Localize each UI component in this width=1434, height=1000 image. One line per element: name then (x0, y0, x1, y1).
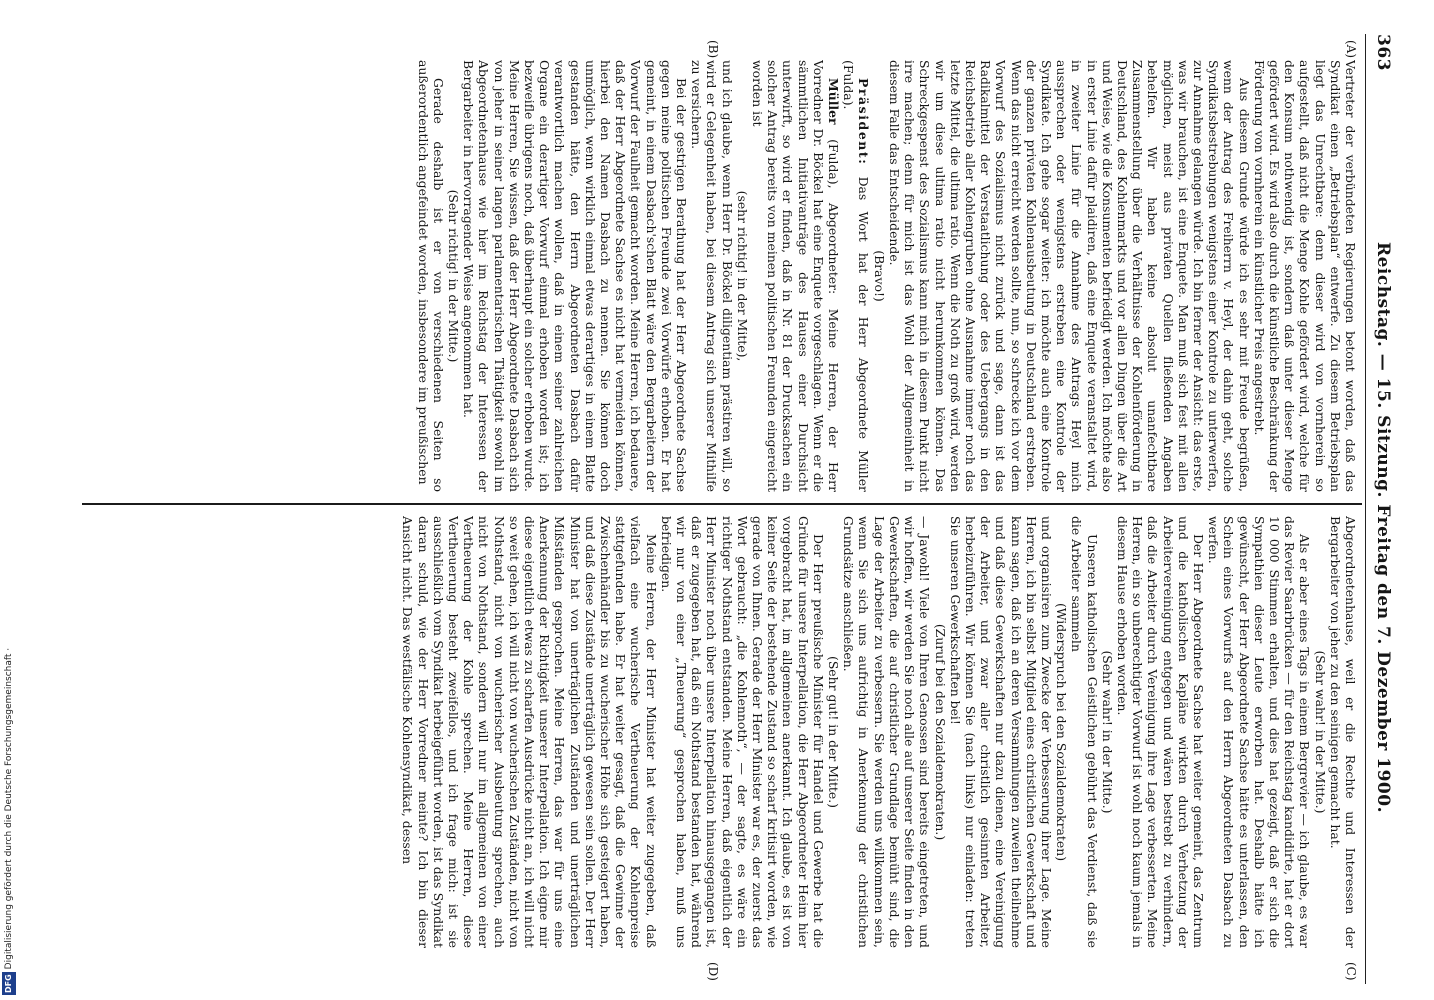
paragraph: Meine Herren, der Herr Minister hat weiter zugegeben, daß vielfach eine wucherische Vertheuerung der Kohlenpreise stattgefunden habe. Er hat weiter gesagt, daß die Gewinne der Zwischenhändler bis zu wucherischer Höhe sich gesteigert haben, und daß diese Zustände unerträglich gewesen sein sollen. Der Herr Minister hat von unerträglichen Zuständen und unerträglichen Mißständen gesprochen. Meine Herren, das war für uns eine Anerkennung der Richtigkeit unserer Interpellation. Ich eigne mir diese eigentlich etwas zu scharfen Ausdrücke nicht an, ich will nicht so weit gehen, ich will nicht von wucherischen Zuständen, nicht von Nothstand, nicht von wucherischer Ausbeutung sprechen, auch nicht von Nothstand, sondern will nur im allgemeinen von einer Vertheuerung der Kohle sprechen. Meine Herren, diese Vertheuerung besteht zweifellos, und ich frage mich: ist sie ausschließlich vom Syndikat herbeigeführt worden, ist das Syndikat daran schuld, wie der Herr Vorredner meinte? Ich bin dieser Ansicht nicht. Das westfälische Kohlensyndikat, dessen (400, 516, 659, 948)
interjection: (Zuruf bei den Sozialdemokraten.) (932, 623, 948, 841)
paragraph: Abgeordnetenhause, weil er die Rechte und Interessen der Bergarbeiter von jeher zu den seinigen gemacht hat. (1327, 516, 1358, 948)
speaker-paragraph (841, 60, 871, 492)
paragraph: und ich glaube, wenn Herr Dr. Böckel diligentiam prästiren will, so wird er Gelegenheit haben, bei diesem Antrag sich unserer Mithilfe zu versichern. (689, 60, 735, 492)
page-number: 363 (1373, 34, 1393, 71)
speaker-text: Das Wort hat der Herr Abgeordnete Müller (Fulda). (841, 60, 872, 492)
paragraph: und organisiren zum Zwecke der Verbesserung ihrer Lage. Meine Herren, ich bin selbst Mitglied eines christlichen Gewerkschaft und kann sagen, daß ich an deren Versammlungen zuweilen theilnehme und daß diese Gewerkschaften nur dazu dienen, eine Vereinigung der Arbeiter, und zwar aller christlich gesinnten Arbeiter, herbeizuführen. Wir können Sie (nach links) nur einladen: treten Sie unseren Gewerkschaften bei! (947, 516, 1054, 948)
interjection: (Widerspruch bei den Sozialdemokraten) (1054, 602, 1070, 862)
paragraph: — Jawohl! Viele von Ihren Genossen sind bereits eingetreten, und wir hoffen, wir werden Sie noch alle auf unserer Seite finden in den Gewerkschaften, die auf christlicher Grundlage bemüht sind, die Lage der Arbeiter zu verbessern. Sie werden uns willkommen sein, wenn Sie sich uns aufrichtig in Anerkennung der christlichen Grundsätze anschließen. (841, 516, 933, 948)
interjection: (Sehr richtig! in der Mitte.) (446, 189, 462, 363)
paragraph: Vertreter der verbündeten Regierungen betont worden, daß das Syndikat einen „Betriebsplan“ entwerfe. Zu diesem Betriebsplan liegt das Unrechtbare: denn dieser wird von vornherein so aufgestellt, daß nicht die Menge Kohle gefördert wird, welche für den Konsum nothwendig ist, sondern daß unter dieser Menge gefördert wird. Es wird also durch die künstliche Beschränkung der Förderung von vornherein ein künstlicher Preis angestrebt. (1251, 60, 1358, 492)
paragraph: Gerade deshalb ist er von verschiedenen Seiten so außerordentlich angefeindet worden, insbesondere im preußischen (415, 60, 446, 492)
interjection: (Sehr gut! in der Mitte.) (826, 655, 842, 809)
rotated-document-page (70, 0, 1400, 1000)
interjection: (Bravo!) (871, 250, 887, 302)
dfg-logo: DFG (2, 972, 16, 995)
paragraph: Bei der gestrigen Berathung hat der Herr Abgeordnete Sachse gegen meine politischen Freunde zwei Vorwürfe erhoben. Er hat gemeint, in einem Dasbach'schen Blatt wäre den Bergarbeitern der Vorwurf der Faulheit gemacht worden. Meine Herren, ich bedauere, daß der Herr Abgeordnete Sachse es nicht hat vermeiden können, hierbei den Namen Dasbach zu nennen. Sie können doch unmöglich, wenn wirklich einmal etwas derartiges in einem Blatte gestanden hätte, den Herrn Abgeordneten Dasbach dafür verantwortlich machen wollen, daß in einem seiner zahlreichen Organe ein derartiger Vorwurf einmal erhoben worden ist; ich bezweifle übrigens noch, daß überhaupt ein solcher erhoben wurde. Meine Herren, Sie wissen, daß der Herr Abgeordnete Dasbach sich von jeher in seiner langen parlamentarischen Thätigkeit sowohl im Abgeordnetenhause wie hier im Reichstag der Interessen der Bergarbeiter in hervorragender Weise angenommen hat. (461, 60, 690, 492)
speaker-text: (Fulda), Abgeordneter: Meine Herren, der Herr Vorredner Dr. Böckel hat eine Enquete vorgeschlagen. Wenn er die sämmtlichen Initiativanträge des Hauses einer Durchsicht unterwirft, so wird er finden, daß in Nr. 81 der Drucksachen ein solcher Antrag bereits von meinen politischen Freunden eingereicht worden ist (750, 60, 842, 492)
margin-marker-c: (C) (1344, 962, 1358, 981)
interjection: (Sehr wahr! in der Mitte.) (1099, 650, 1115, 814)
margin-marker-a: (A) (1344, 40, 1358, 59)
paragraph: Unseren katholischen Geistlichen gebührt das Verdienst, daß sie die Arbeiter sammeln (1069, 516, 1100, 948)
credit-text: Digitalisierung gefördert durch die Deutsche Forschungsgemeinschaft · (4, 647, 14, 970)
digitization-credit (2, 600, 16, 995)
speaker-name: Präsident: (856, 78, 872, 166)
margin-marker-b: (B) (706, 40, 720, 59)
running-header (1370, 34, 1396, 984)
header-title: Reichstag. — 15. Sitzung. Freitag den 7. Dezember 1900. (1373, 241, 1393, 814)
speaker-name: Müller (826, 78, 842, 125)
paragraph: Als er aber eines Tags in einem Bergrevier — ich glaube, es war das Revier Saarbrücken — für den Reichstag kandidirte, hat er dort 10 000 Stimmen erhalten, und dies hat gezeigt, daß er sich die Sympathien dieser Leute erworben hat. Deshalb hätte ich gewünscht, der Herr Abgeordnete Sachse hätte es unterlassen, den Schein eines Vorwurfs auf den Herrn Abgeordneten Dasbach zu werfen. (1206, 516, 1313, 948)
left-column (78, 60, 1358, 492)
interjection: (Sehr wahr! in der Mitte.) (1312, 650, 1328, 814)
paragraph: Der Herr preußische Minister für Handel und Gewerbe hat die Gründe für unsere Interpellation, die Herr Abgeordneter Heim hier vorgebracht hat, im allgemeinen anerkannt. Ich glaube, es ist von keiner Seite der bestehende Zustand so scharf kritisirt worden, wie gerade von Ihnen. Gerade der Herr Minister war es, der zuerst das Wort gebraucht: „die Kohlennoth“, — der sagte, es wäre ein richtiger Nothstand entstanden. Meine Herren, daß eigentlich der Herr Minister noch über unsere Interpellation hinausgegangen ist, daß er zugegeben hat, daß ein Nothstand bestanden hat, während wir nur von einer „Theuerung“ gesprochen haben, muß uns befriedigen. (658, 516, 826, 948)
right-column (78, 516, 1358, 948)
column-divider (82, 503, 1362, 505)
margin-marker-d: (D) (706, 962, 720, 981)
paragraph: Aus diesem Grunde würde ich es sehr mit Freude begrüßen, wenn der Antrag des Freiherrn v. Heyl, der dahin geht, solche Syndikatsbestrebungen wenigstens einer Kontrole zu unterwerfen, zur Annahme gelangen würde. Ich bin ferner der Ansicht: das erste, was wir brauchen, ist eine Enquete. Man muß sich fest mit allen möglichen, meist aus privaten Quellen fließenden Angaben behelfen. Wir haben keine absolut unanfechtbare Zusammenstellung über die Verhältnisse der Kohlenförderung in Deutschland, des Kohlenmarkts und vor allen Dingen über die Art und Weise, wie die Konsumenten befriedigt werden. Ich möchte also in erster Linie dafür plaidiren, daß eine Enquete veranstaltet wird, in zweiter Linie für die Annahme des Antrags Heyl mich aussprechen oder wenigstens erstreben eine Kontrole der Syndikate. Ich gehe sogar weiter: ich möchte auch eine Kontrole der ganzen privaten Kohlenausbeutung in Deutschland erstreben. Wenn das nicht erreicht werden sollte, nun, so schrecke ich vor dem Vorwurf des Sozialismus nicht zurück und sage, dann ist das Radikalmittel der Verstaatlichung oder des Uebergangs in den Reichsbetrieb aller Kohlengruben ohne Ausnahme immer noch das letzte Mittel, die ultima ratio. Wenn die Noth zu groß wird, werden wir um diese ultima ratio nicht herumkommen können. Das Schreckgespenst des Sozialismus kann mich in diesem Punkt nicht irre machen; denn für mich ist das Wohl der Allgemeinheit in diesem Falle das Entscheidende. (886, 60, 1252, 492)
paragraph: Der Herr Abgeordnete Sachse hat weiter gemeint, das Zentrum und die katholischen Kapläne wirkten durch Verhetzung der Arbeitervereinigung entgegen und wären bestrebt zu verhindern, daß die Arbeiter durch Vereinigung ihre Lage verbesserten. Meine Herren, ein so unberechtigter Vorwurf ist wohl noch kaum jemals in diesem Hause erhoben worden. (1114, 516, 1206, 948)
header-rule (1365, 34, 1366, 984)
speaker-paragraph (750, 60, 841, 492)
interjection: (sehr richtig! in der Mitte), (734, 190, 750, 362)
